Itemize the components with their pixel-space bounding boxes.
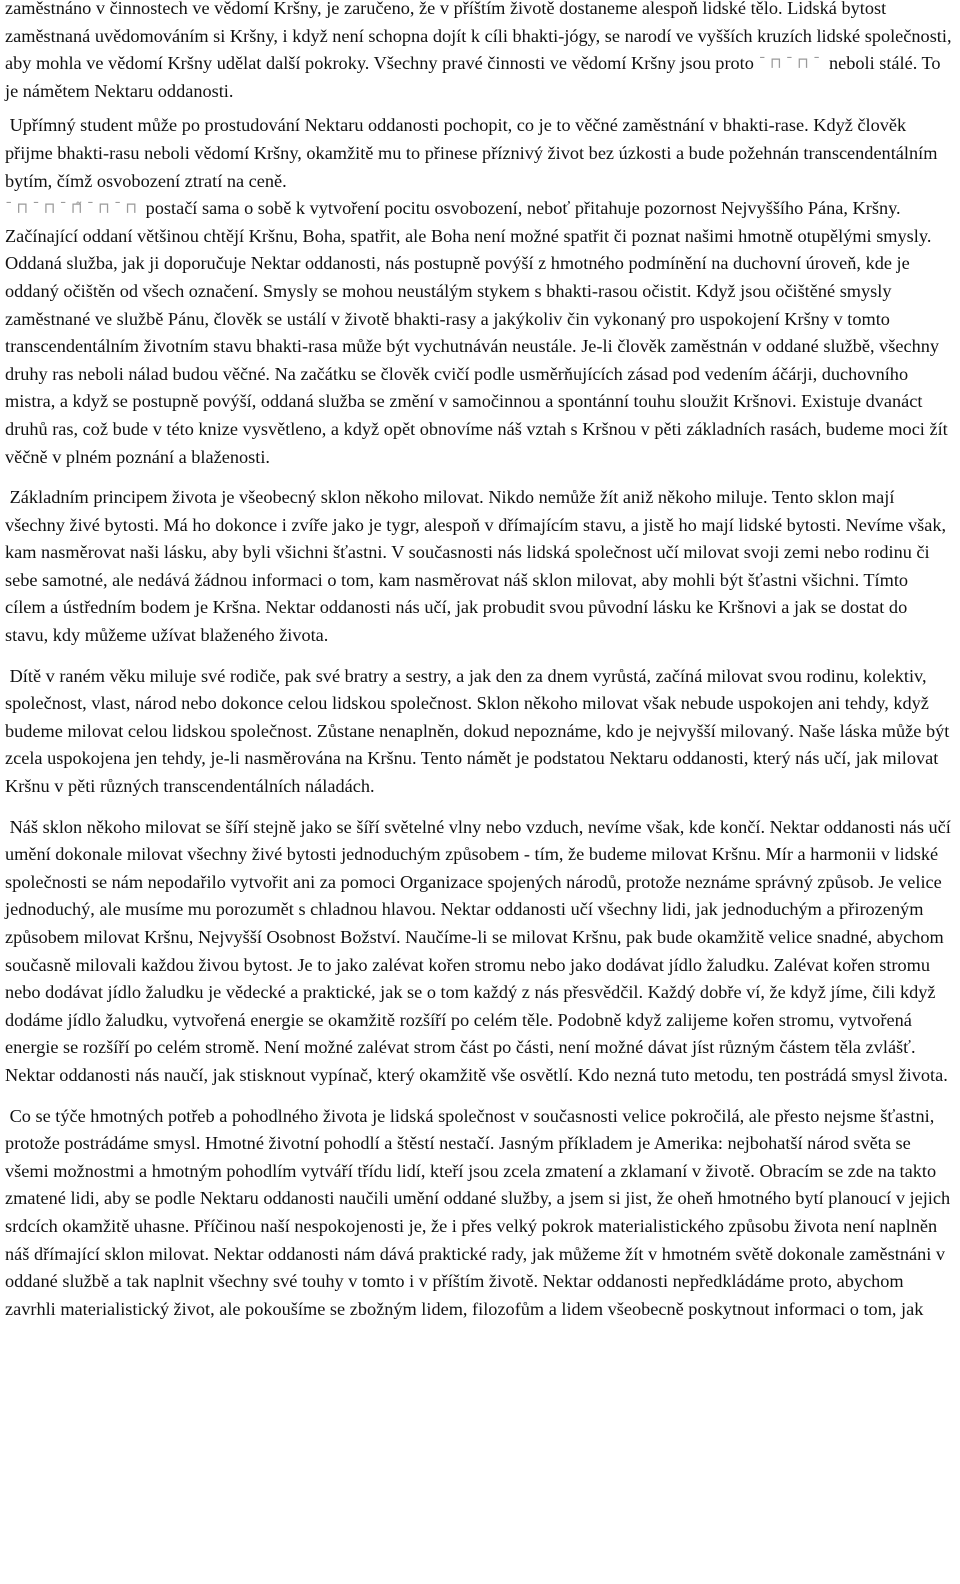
document-page (5, 0, 953, 1330)
paragraph-6-text: Co se týče hmotných potřeb a pohodlného života je lidská společnost v současnosti velice pokročilá, ale přesto nejsme šťastni, protože postrádáme smysl. Hmotné životní pohodlí a štěstí nestačí. Jasným příkladem je Amerika: nejbohatší národ světa se všemi možnostmi a hmotným pohodlím vytváří třídu lidí, kteří jsou zcela zmatení a zklamaní v životě. Obracím se zde na takto zmatené lidi, aby se podle Nektaru oddanosti naučili umění oddané služby, a jsem si jist, že oheň hmotného bytí planoucí v jejich srdcích okamžitě uhasne. Příčinou naší nespokojenosti je, že i přes velký pokrok materialistického způsobu života není naplněn náš dřímající sklon milovat. Nektar oddanosti nám dává praktické rady, jak můžeme žít v hmotném světě dokonale zaměstnáni v oddané službě a tak naplnit všechny své touhy v tomto i v příštím životě. Nektar oddanosti nepředkládáme proto, abychom zavrhli materialistický život, ale pokoušíme se zbožným lidem, filozofům a lidem všeobecně poskytnout informaci o tom, jak (5, 1105, 951, 1319)
paragraph-1-text-a: zaměstnáno v činnostech ve vědomí Kršny, je zaručeno, že v příštím životě dostaneme alespoň lidské tělo. Lidská bytost zaměstnaná uvědomováním si Kršny, i když není schopna dojít k cíli bhakti-jógy, se narodí ve vyšších kruzích lidské společnosti, aby mohla ve vědomí Kršny udělat další pokroky. Všechny pravé činnosti ve vědomí Kršny jsou proto (5, 0, 952, 74)
sanskrit-glyphs: ¯⊓¯⊓¯ (758, 54, 825, 73)
paragraph-2-text-b: postačí sama o sobě k vytvoření pocitu osvobození, neboť přitahuje pozornost Nejvyššího Pána, Kršny. Začínající oddaní většinou chtějí Kršnu, Boha, spatřit, ale Boha není možné spatřit či poznat našimi hmotně otupělými smysly. Oddaná služba, jak ji doporučuje Nektar oddanosti, nás postupně povýší z hmotného podmínění na duchovní úroveň, kde je oddaný očištěn od všech označení. Smysly se mohou neustálým stykem s bhakti-rasou očistit. Když jsou očištěné smysly zaměstnané ve službě Pánu, člověk se ustálí v životě bhakti-rasy a jakýkoliv čin vykonaný pro uspokojení Kršny v tomto transcendentálním životním stavu bhakti-rasa může být vychutnáván neustále. Je-li člověk zaměstnán v oddané službě, všechny druhy ras neboli nálad budou věčné. Na začátku se člověk cvičí podle usměrňujících zásad pod vedením áčárji, duchovního mistra, a když se postupně povýší, oddaná služba se změní v samočinnou a spontánní touhu sloužit Kršnovi. Existuje dvanáct druhů ras, což bude v této knize vysvětleno, a když opět obnovíme náš vztah s Kršnou v pěti základních rasách, budeme moci žít věčně v plném poznání a blaženosti. (5, 198, 948, 467)
paragraph-3-text: Základním principem života je všeobecný sklon někoho milovat. Nikdo nemůže žít aniž někoho miluje. Tento sklon mají všechny živé bytosti. Má ho dokonce i zvíře jako je tygr, alespoň v dřímajícím stavu, a jistě ho mají lidské bytosti. Nevíme však, kam nasměrovat naši lásku, aby byli všichni šťastni. V současnosti nás lidská společnost učí milovat svoji zemi nebo rodinu či sebe samotné, ale nedává žádnou informaci o tom, kam nasměrovat náš sklon milovat, aby mohli být šťastni všichni. Tímto cílem a ústředním bodem je Kršna. Nektar oddanosti nás učí, jak probudit svou původní lásku ke Kršnovi a jak se dostat do stavu, kdy můžeme užívat blaženého života. (5, 487, 947, 646)
sanskrit-glyphs: ¯⊓¯⊓¯⊓̃¯⊓¯⊓ (5, 199, 142, 218)
paragraph-2 (5, 112, 953, 471)
paragraph-4-text: Dítě v raném věku miluje své rodiče, pak své bratry a sestry, a jak den za dnem vyrůstá, začíná milovat svou rodinu, kolektiv, společnost, vlast, národ nebo dokonce celou lidskou společnost. Sklon někoho milovat však nebude uspokojen ani tehdy, když budeme milovat celou lidskou společnost. Zůstane nenaplněn, dokud nepoznáme, kdo je nejvyšší milovaný. Naše láska může být zcela uspokojena jen tehdy, je-li nasměrována na Kršnu. Tento námět je podstatou Nektaru oddanosti, který nás učí, jak milovat Kršnu v pěti různých transcendentálních náladách. (5, 665, 950, 797)
paragraph-1 (5, 0, 953, 105)
paragraph-4 (5, 663, 953, 801)
paragraph-1-text-b: neboli stálé. To je námětem Nektaru oddanosti. (5, 53, 941, 101)
paragraph-3 (5, 484, 953, 650)
paragraph-6 (5, 1103, 953, 1324)
paragraph-5-text: Náš sklon někoho milovat se šíří stejně jako se šíří světelné vlny nebo vzduch, nevíme však, kde končí. Nektar oddanosti nás učí umění dokonale milovat všechny živé bytosti jednoduchým způsobem - tím, že budeme milovat Kršnu. Mír a harmonii v lidské společnosti se nám nepodařilo vytvořit ani za pomoci Organizace spojených národů, protože neznáme správný způsob. Je velice jednoduchý, ale musíme mu porozumět s chladnou hlavou. Nektar oddanosti učí všechny lidi, jak jednoduchým a přirozeným způsobem milovat Kršnu, Nejvyšší Osobnost Božství. Naučíme-li se milovat Kršnu, pak bude okamžitě velice snadné, abychom současně milovali každou živou bytost. Je to jako zalévat kořen stromu nebo jako dodávat jídlo žaludku. Zalévat kořen stromu nebo dodávat jídlo žaludku je vědecké a praktické, jak se o tom každý z nás přesvědčil. Každý dobře ví, že když jíme, čili když dodáme jídlo žaludku, vytvořená energie se okamžitě rozšíří po celém těle. Podobně když zalijeme kořen stromu, vytvořená energie se rozšíří po celém stromě. Není možné zalévat strom část po části, není možné dávat jíst různým částem těla zvlášť. Nektar oddanosti nás naučí, jak stisknout vypínač, který okamžitě vše osvětlí. Kdo nezná tuto metodu, ten postrádá smysl života. (5, 816, 951, 1085)
paragraph-2-text-a: Upřímný student může po prostudování Nektaru oddanosti pochopit, co je to věčné zaměstnání v bhakti-rase. Když člověk přijme bhakti-rasu neboli vědomí Kršny, okamžitě mu to přinese příznivý život bez úzkosti a bude požehnán transcendentálním bytím, čímž osvobození ztratí na ceně. (5, 115, 938, 191)
paragraph-5 (5, 814, 953, 1090)
